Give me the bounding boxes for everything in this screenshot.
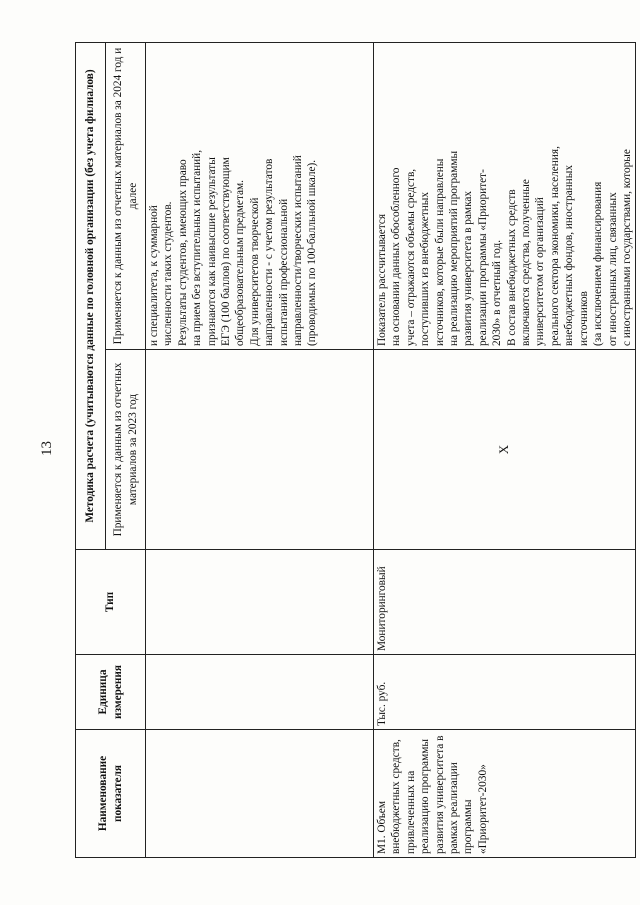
cell-empty — [146, 730, 374, 858]
table-row — [374, 43, 636, 858]
cell-method-2024-continuation: и специалитета, к суммарной численности таких студентов. Результаты студентов, имеющих право на прием без вступительных испытаний, признаются как наивысшие результаты ЕГЭ (100 баллов) по соответствующим общеобразовательным предметам. Для университетов творческой направленности - с учетом результатов испытаний профессиональной направленности/творческих испытаний (проводимых по 100-балльной шкале). — [146, 43, 374, 350]
cell-type: Мониторинговый — [374, 550, 636, 655]
header-method-2024: Применяется к данным из отчетных материалов за 2024 год и далее — [106, 43, 146, 350]
header-unit: Единица измерения — [76, 655, 146, 730]
cell-empty — [146, 655, 374, 730]
header-method: Методика расчета (учитываются данные по головной организации (без учета филиалов) — [76, 43, 106, 550]
cell-method-2024: Показатель рассчитывается на основании данных обособленного учета – отражаются объемы средств, поступивших из внебюджетных источников, которые были направлены на реализацию мероприятий программы развития университета в рамках реализации программы «Приоритет- 2030» в отчетный год. В состав внебюджетных средств включаются средства, полученные университетом от организаций реального сектора экономики, населения, внебюджетных фондов, иностранных источников (за исключением финансирования от иностранных лиц, связанных с иностранными государствами, которые — [374, 43, 636, 350]
table-row — [146, 43, 374, 858]
header-name: Наименование показателя — [76, 730, 146, 858]
cell-empty — [146, 550, 374, 655]
cell-method-2023: Х — [374, 350, 636, 550]
header-method-2023: Применяется к данным из отчетных материалов за 2023 год — [106, 350, 146, 550]
page-number: 13 — [39, 441, 55, 456]
header-type: Тип — [76, 550, 146, 655]
cell-empty — [146, 350, 374, 550]
cell-indicator-name: М1. Объем внебюджетных средств, привлеченных на реализацию программы развития университета в рамках реализации программы «Приоритет-2030» — [374, 730, 636, 858]
rotated-page — [75, 43, 633, 858]
cell-unit: Тыс. руб. — [374, 655, 636, 730]
indicator-table — [75, 42, 636, 858]
